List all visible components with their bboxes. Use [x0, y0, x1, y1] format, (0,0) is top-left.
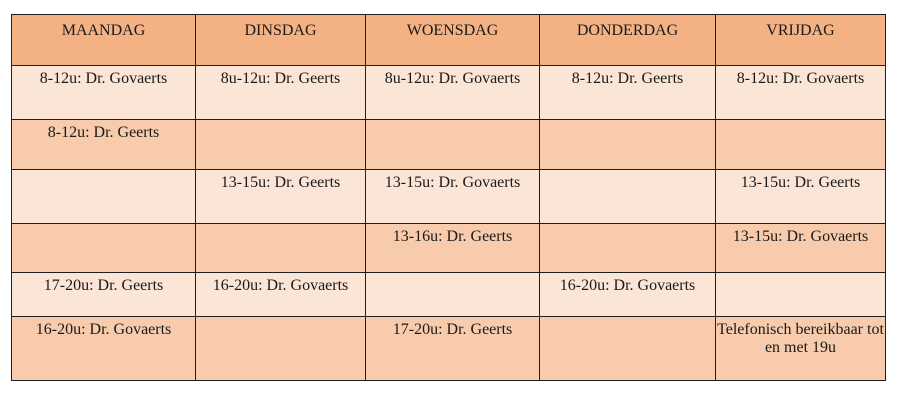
table-row — [12, 170, 886, 224]
header-donderdag: DONDERDAG — [540, 15, 716, 66]
cell-text: 13-15u: Dr. Govaerts — [384, 174, 521, 191]
table-cell — [366, 66, 540, 120]
header-maandag: MAANDAG — [12, 15, 196, 66]
table-cell — [196, 170, 366, 224]
cell-text: 16-20u: Dr. Govaerts — [35, 321, 172, 338]
schedule-table — [11, 14, 886, 381]
header-dinsdag: DINSDAG — [196, 15, 366, 66]
table-cell — [366, 224, 540, 273]
table-cell — [12, 273, 196, 317]
table-cell — [196, 120, 366, 170]
cell-text: 13-16u: Dr. Geerts — [392, 228, 513, 245]
cell-text: 8-12u: Dr. Govaerts — [39, 70, 168, 87]
cell-text: 13-15u: Dr. Geerts — [740, 174, 861, 191]
table-cell — [716, 120, 886, 170]
table-cell — [540, 224, 716, 273]
table-row — [12, 224, 886, 273]
cell-text: 8u-12u: Dr. Govaerts — [384, 70, 521, 87]
table-cell — [716, 273, 886, 317]
cell-text: Telefonisch bereikbaar tot en met 19u — [717, 321, 884, 357]
table-cell — [12, 224, 196, 273]
table-cell — [540, 66, 716, 120]
table-cell — [716, 66, 886, 120]
table-cell — [366, 170, 540, 224]
table-cell — [540, 120, 716, 170]
table-cell — [540, 170, 716, 224]
header-woensdag: WOENSDAG — [366, 15, 540, 66]
cell-text: 17-20u: Dr. Geerts — [392, 321, 513, 338]
table-cell — [366, 317, 540, 381]
table-cell — [196, 224, 366, 273]
table-cell — [12, 317, 196, 381]
table-cell — [196, 317, 366, 381]
cell-text: 16-20u: Dr. Govaerts — [212, 277, 349, 294]
cell-text: 13-15u: Dr. Geerts — [220, 174, 341, 191]
table-cell — [12, 170, 196, 224]
table-row — [12, 317, 886, 381]
cell-text: 8-12u: Dr. Govaerts — [736, 70, 865, 87]
header-vrijdag: VRIJDAG — [716, 15, 886, 66]
cell-text: 16-20u: Dr. Govaerts — [559, 277, 696, 294]
table-cell — [716, 317, 886, 381]
table-cell — [716, 170, 886, 224]
table-row — [12, 120, 886, 170]
cell-text: 8-12u: Dr. Geerts — [47, 124, 160, 141]
cell-text: 8u-12u: Dr. Geerts — [220, 70, 341, 87]
table-row — [12, 273, 886, 317]
table-cell — [12, 66, 196, 120]
table-cell — [716, 224, 886, 273]
table-cell — [196, 66, 366, 120]
table-cell — [12, 120, 196, 170]
table-row — [12, 66, 886, 120]
table-cell — [196, 273, 366, 317]
table-cell — [540, 273, 716, 317]
table-cell — [540, 317, 716, 381]
cell-text: 13-15u: Dr. Govaerts — [732, 228, 869, 245]
table-cell — [366, 120, 540, 170]
cell-text: 8-12u: Dr. Geerts — [571, 70, 684, 87]
table-cell — [366, 273, 540, 317]
header-row — [12, 15, 886, 66]
cell-text: 17-20u: Dr. Geerts — [43, 277, 164, 294]
